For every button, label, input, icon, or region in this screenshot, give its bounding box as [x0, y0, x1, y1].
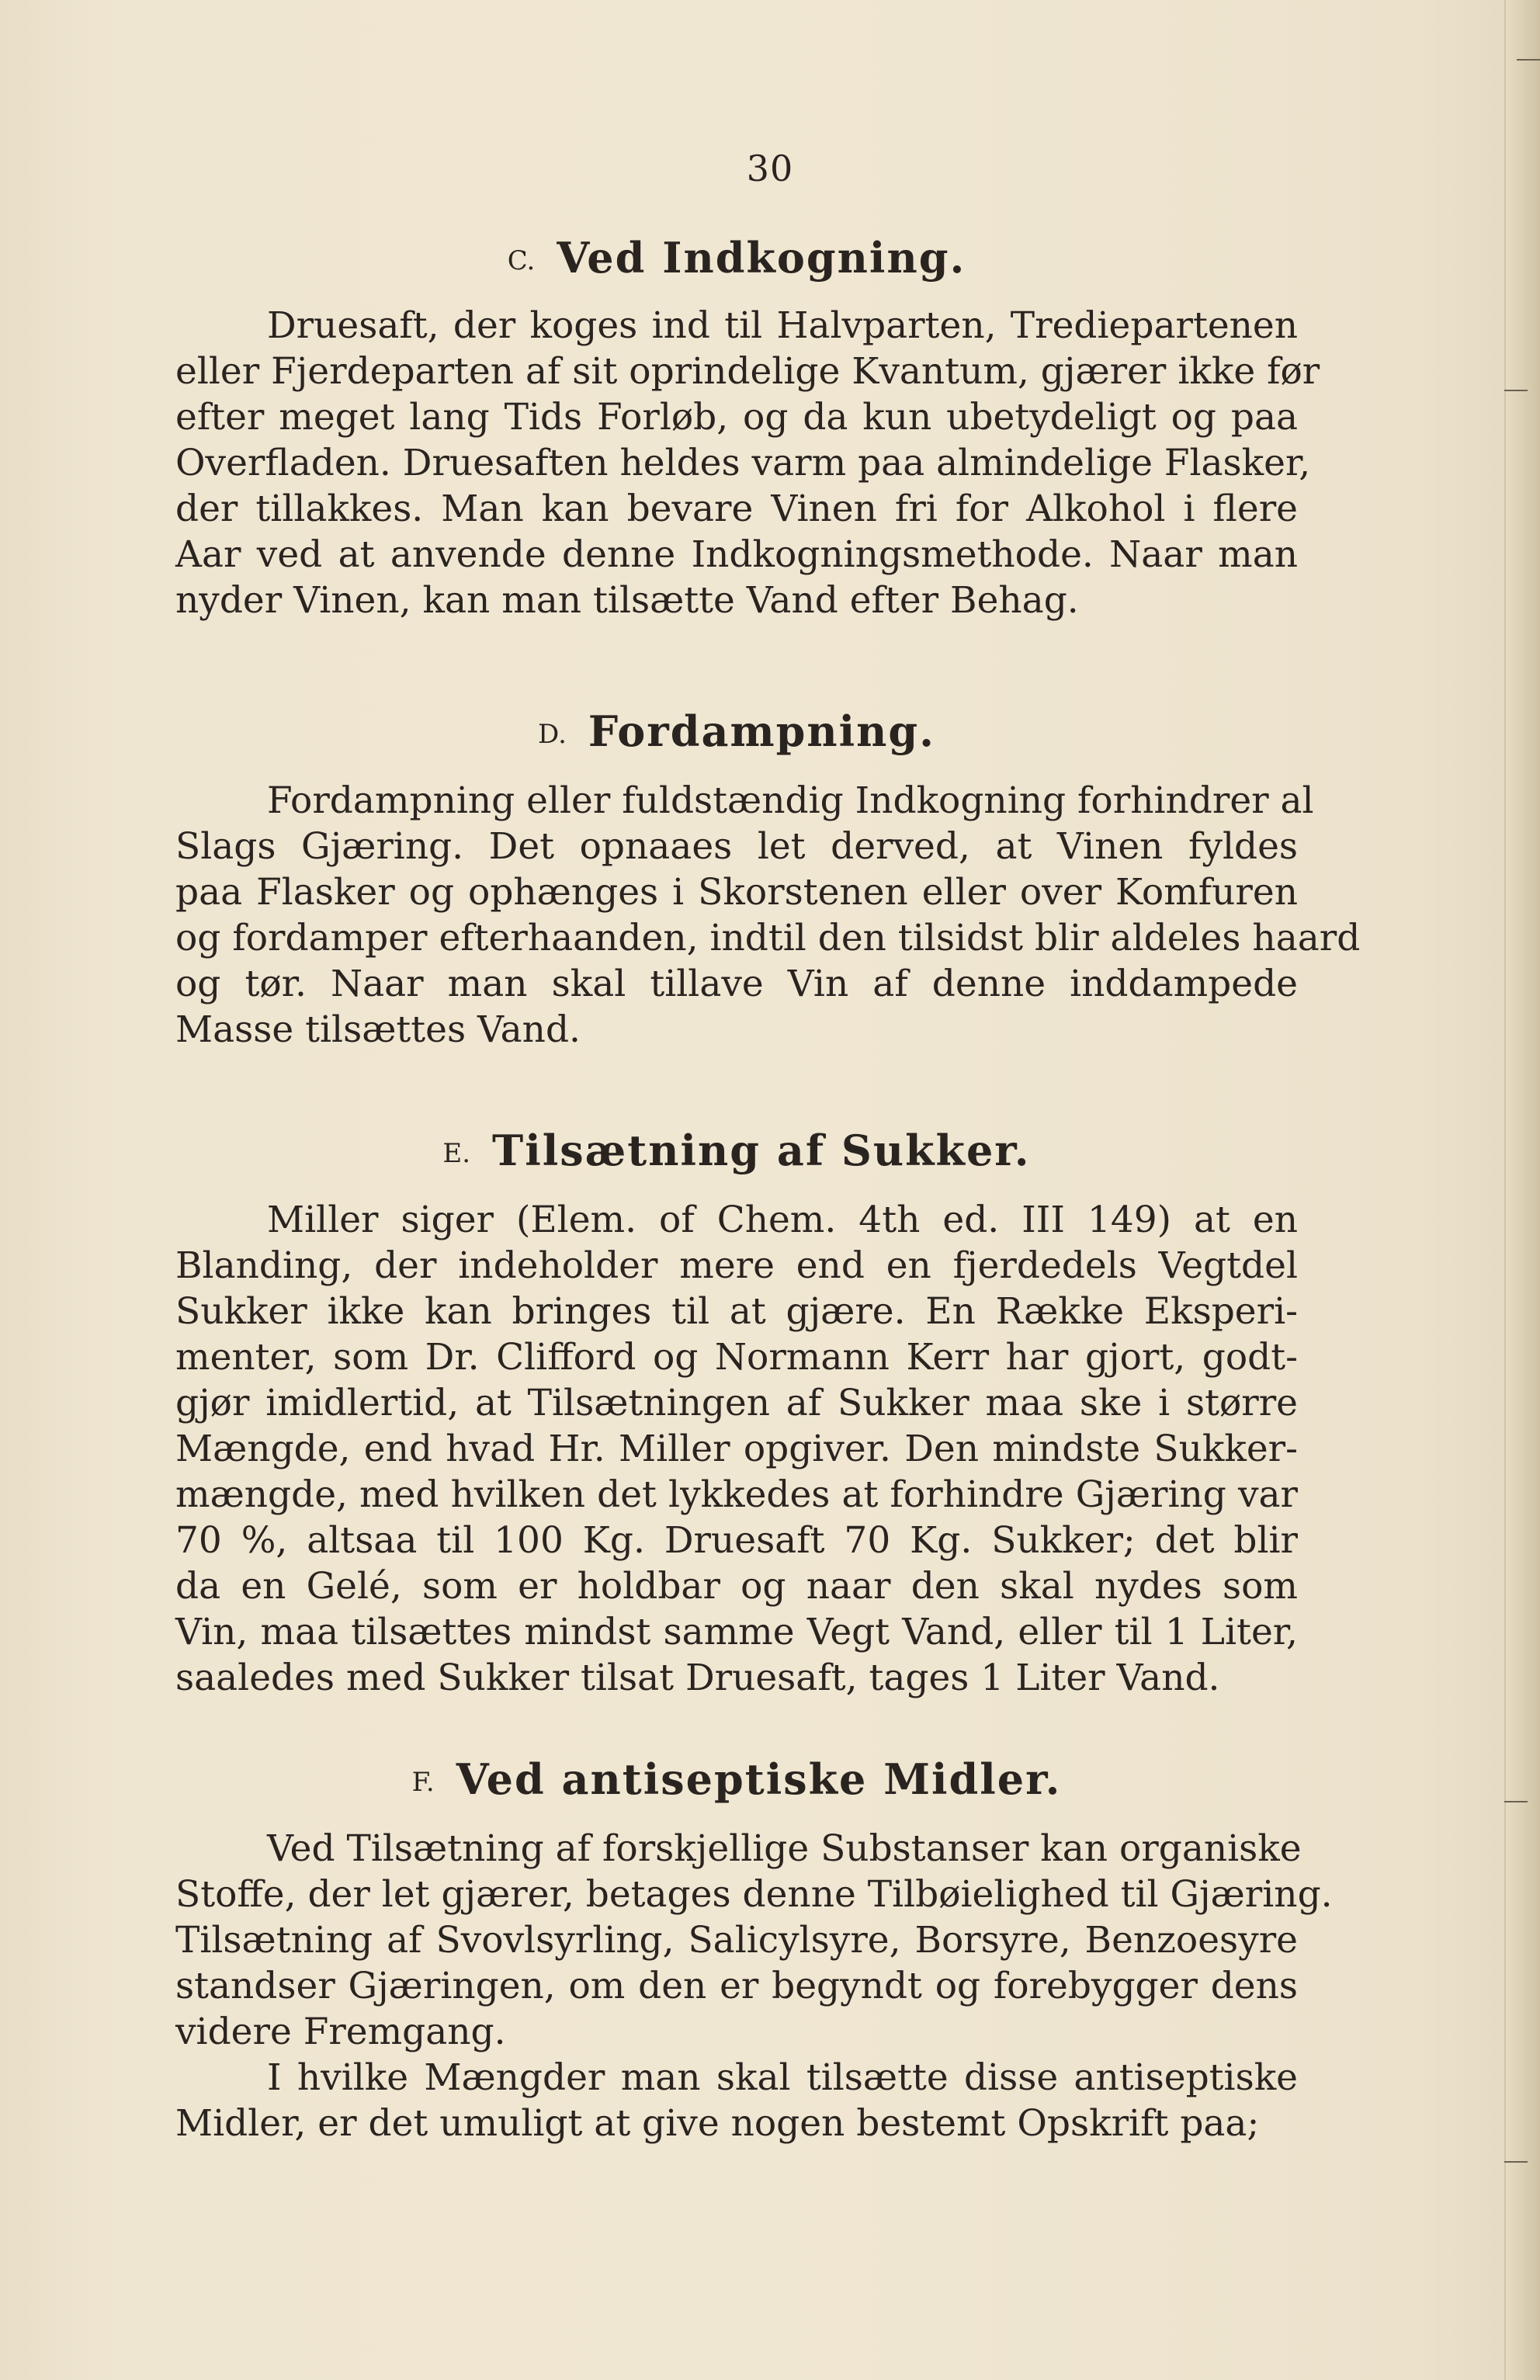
section-letter: F.	[411, 1767, 435, 1798]
section-c	[175, 233, 1298, 283]
paragraph	[175, 303, 1320, 623]
text-line: standser Gjæringen, om den er begyndt og forebygger dens	[175, 1965, 1298, 2007]
text-line: paa Flasker og ophænges i Skorstenen eller over Komfuren	[175, 871, 1298, 914]
page-number: 30	[746, 147, 794, 189]
edge-mark	[1517, 59, 1540, 61]
text-line: Midler, er det umuligt at give nogen bestemt Opskrift paa;	[175, 2102, 1260, 2145]
text-line: saaledes med Sukker tilsat Druesaft, tages 1 Liter Vand.	[175, 1657, 1220, 1699]
text-line: eller Fjerdeparten af sit oprindelige Kvantum, gjærer ikke før	[175, 350, 1320, 393]
section-title: Ved antiseptiske Midler.	[456, 1754, 1062, 1804]
section-e-body	[175, 1197, 1298, 1701]
text-line: da en Gelé, som er holdbar og naar den skal nydes som	[175, 1565, 1298, 1608]
edge-mark	[1504, 1801, 1528, 1802]
section-title: Ved Indkogning.	[557, 233, 966, 283]
text-line: Slags Gjæring. Det opnaaes let derved, at Vinen fyldes	[175, 825, 1298, 868]
text-line: Masse tilsættes Vand.	[175, 1008, 581, 1051]
section-f	[175, 1754, 1298, 1804]
edge-mark	[1504, 2161, 1528, 2163]
section-letter: E.	[442, 1138, 471, 1169]
section-heading	[175, 1126, 1298, 1175]
text-line: Ved Tilsætning af forskjellige Substanser kan organiske	[267, 1827, 1302, 1870]
section-d-body	[175, 778, 1361, 1053]
text-line: Aar ved at anvende denne Indkogningsmethode. Naar man	[175, 533, 1298, 576]
page-edge	[1504, 0, 1540, 2380]
text-line: Druesaft, der koges ind til Halvparten, Trediepartenen	[267, 304, 1298, 347]
section-heading	[175, 706, 1298, 756]
text-line: gjør imidlertid, at Tilsætningen af Sukker maa ske i større	[175, 1382, 1298, 1424]
paragraph	[175, 1826, 1333, 2055]
text-line: Tilsætning af Svovlsyrling, Salicylsyre, Borsyre, Benzoesyre	[175, 1919, 1298, 1962]
text-line: 70 %, altsaa til 100 Kg. Druesaft 70 Kg. Sukker; det blir	[175, 1519, 1298, 1562]
text-line: efter meget lang Tids Forløb, og da kun ubetydeligt og paa	[175, 396, 1298, 439]
section-d	[175, 706, 1298, 756]
text-line: Sukker ikke kan bringes til at gjære. En Række Eksperi-	[175, 1290, 1298, 1333]
text-line: mængde, med hvilken det lykkedes at forhindre Gjæring var	[175, 1473, 1298, 1516]
text-line: Mængde, end hvad Hr. Miller opgiver. Den mindste Sukker-	[175, 1428, 1298, 1470]
section-f-body	[175, 1826, 1333, 2146]
paragraph	[175, 1197, 1298, 1701]
section-title: Fordampning.	[588, 706, 935, 756]
text-line: Blanding, der indeholder mere end en fjerdedels Vegtdel	[175, 1244, 1298, 1287]
section-c-body	[175, 303, 1320, 623]
text-line: og tør. Naar man skal tillave Vin af denne inddampede	[175, 963, 1298, 1005]
section-letter: C.	[507, 245, 536, 276]
paragraph	[175, 778, 1361, 1053]
section-heading	[175, 1754, 1298, 1804]
edge-mark	[1504, 390, 1528, 391]
text-line: Fordampning eller fuldstændig Indkogning forhindrer al	[267, 779, 1314, 822]
section-letter: D.	[538, 719, 567, 750]
text-line: I hvilke Mængder man skal tilsætte disse antiseptiske	[267, 2056, 1298, 2099]
text-line: Overfladen. Druesaften heldes varm paa almindelige Flasker,	[175, 442, 1311, 484]
text-line: Stoffe, der let gjærer, betages denne Tilbøielighed til Gjæring.	[175, 1873, 1333, 1916]
text-line: der tillakkes. Man kan bevare Vinen fri for Alkohol i flere	[175, 487, 1298, 530]
paragraph	[175, 2055, 1298, 2146]
text-line: Miller siger (Elem. of Chem. 4th ed. III 149) at en	[267, 1199, 1298, 1241]
section-heading	[175, 233, 1298, 283]
section-title: Tilsætning af Sukker.	[492, 1126, 1031, 1175]
text-line: menter, som Dr. Clifford og Normann Kerr har gjort, godt-	[175, 1336, 1298, 1379]
text-line: videre Fremgang.	[175, 2011, 506, 2053]
section-e	[175, 1126, 1298, 1175]
text-line: og fordamper efterhaanden, indtil den tilsidst blir aldeles haard	[175, 917, 1361, 959]
text-line: Vin, maa tilsættes mindst samme Vegt Vand, eller til 1 Liter,	[175, 1611, 1298, 1653]
text-line: nyder Vinen, kan man tilsætte Vand efter Behag.	[175, 579, 1079, 622]
